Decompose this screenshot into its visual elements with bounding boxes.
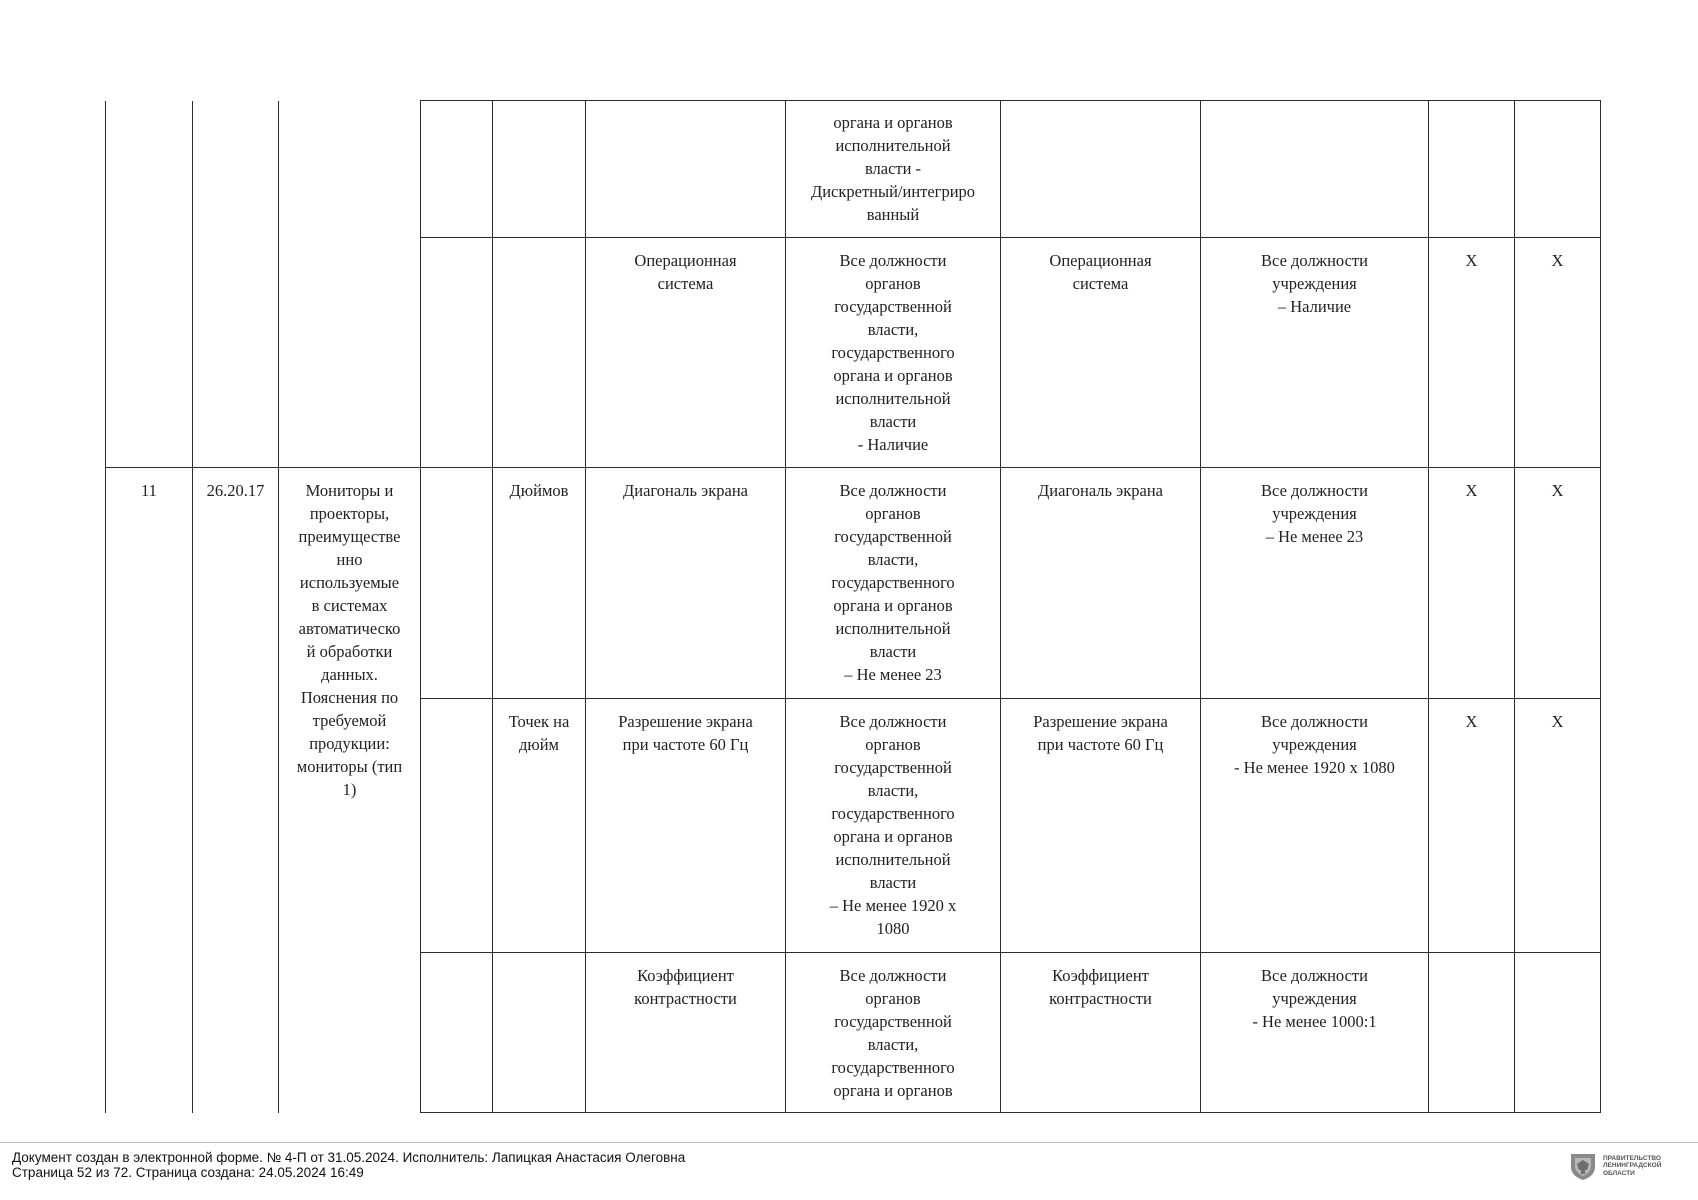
- row-number-cell: [106, 238, 193, 468]
- table-row: [106, 101, 1601, 238]
- characteristic-value-cell: Все должности органов государственной власти, государственного органа и органов исполнительной власти – Не менее 23: [786, 468, 1001, 699]
- characteristic-name-cell: Диагональ экрана: [1001, 468, 1201, 699]
- requirements-table: [105, 100, 1601, 1113]
- unit-code-cell: [421, 468, 493, 699]
- product-name-cell: [279, 101, 421, 238]
- unit-name-cell: Дюймов: [493, 468, 586, 699]
- x-mark-cell: [1429, 101, 1515, 238]
- characteristic-name-cell: [586, 101, 786, 238]
- unit-code-cell: [421, 953, 493, 1113]
- x-mark-cell: X: [1515, 468, 1601, 699]
- unit-name-cell: [493, 238, 586, 468]
- characteristic-name-cell: Операционная система: [1001, 238, 1201, 468]
- characteristic-name-cell: Коэффициент контрастности: [586, 953, 786, 1113]
- footer-page-info: Страница 52 из 72. Страница создана: 24.05.2024 16:49: [12, 1165, 364, 1180]
- table-row: [106, 468, 1601, 699]
- unit-code-cell: [421, 699, 493, 953]
- x-mark-cell: [1429, 953, 1515, 1113]
- government-logo: [1568, 1151, 1698, 1181]
- characteristic-name-cell: Операционная система: [586, 238, 786, 468]
- row-number-cell: 11: [106, 468, 193, 1113]
- logo-text: ПРАВИТЕЛЬСТВО ЛЕНИНГРАДСКОЙ ОБЛАСТИ: [1603, 1154, 1662, 1177]
- unit-name-cell: [493, 953, 586, 1113]
- unit-code-cell: [421, 101, 493, 238]
- characteristic-value-cell: Все должности учреждения – Не менее 23: [1201, 468, 1429, 699]
- characteristic-name-cell: Коэффициент контрастности: [1001, 953, 1201, 1113]
- x-mark-cell: X: [1515, 699, 1601, 953]
- table-row: [106, 238, 1601, 468]
- x-mark-cell: X: [1429, 238, 1515, 468]
- okpd-code-cell: [193, 238, 279, 468]
- unit-name-cell: [493, 101, 586, 238]
- product-name-cell: [279, 238, 421, 468]
- characteristic-value-cell: органа и органов исполнительной власти - Дискретный/интегриро ванный: [786, 101, 1001, 238]
- x-mark-cell: [1515, 101, 1601, 238]
- characteristic-value-cell: Все должности органов государственной власти, государственного органа и органов: [786, 953, 1001, 1113]
- row-number-cell: [106, 101, 193, 238]
- okpd-code-cell: [193, 101, 279, 238]
- x-mark-cell: X: [1429, 468, 1515, 699]
- characteristic-name-cell: Разрешение экрана при частоте 60 Гц: [586, 699, 786, 953]
- characteristic-value-cell: Все должности учреждения - Не менее 1000:1: [1201, 953, 1429, 1113]
- okpd-code-cell: 26.20.17: [193, 468, 279, 1113]
- x-mark-cell: X: [1515, 238, 1601, 468]
- unit-code-cell: [421, 238, 493, 468]
- characteristic-name-cell: Диагональ экрана: [586, 468, 786, 699]
- x-mark-cell: [1515, 953, 1601, 1113]
- product-name-cell: Мониторы и проекторы, преимуществе нно используемые в системах автоматическо й обработки данных. Пояснения по требуемой продукции: мониторы (тип 1): [279, 468, 421, 1113]
- characteristic-value-cell: Все должности учреждения - Не менее 1920 x 1080: [1201, 699, 1429, 953]
- characteristic-value-cell: [1201, 101, 1429, 238]
- characteristic-name-cell: [1001, 101, 1201, 238]
- footer-document-info: Документ создан в электронной форме. № 4-П от 31.05.2024. Исполнитель: Лапицкая Анастасия Олеговна: [12, 1150, 686, 1165]
- characteristic-name-cell: Разрешение экрана при частоте 60 Гц: [1001, 699, 1201, 953]
- footer-divider: [0, 1142, 1698, 1143]
- characteristic-value-cell: Все должности учреждения – Наличие: [1201, 238, 1429, 468]
- leningrad-region-emblem-icon: [1568, 1151, 1598, 1181]
- characteristic-value-cell: Все должности органов государственной власти, государственного органа и органов исполнительной власти - Наличие: [786, 238, 1001, 468]
- x-mark-cell: X: [1429, 699, 1515, 953]
- characteristic-value-cell: Все должности органов государственной власти, государственного органа и органов исполнительной власти – Не менее 1920 x 1080: [786, 699, 1001, 953]
- document-footer: [12, 1150, 685, 1180]
- unit-name-cell: Точек на дюйм: [493, 699, 586, 953]
